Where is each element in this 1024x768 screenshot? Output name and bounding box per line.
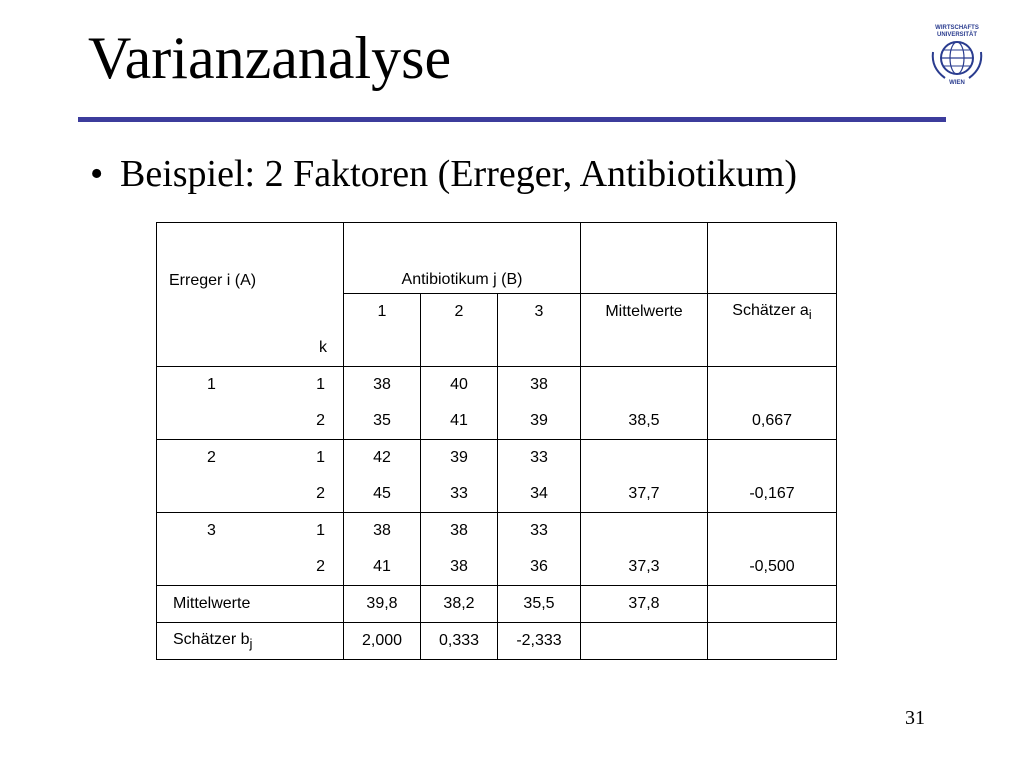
- cell: 38: [421, 549, 498, 586]
- group-estimate: -0,167: [708, 476, 837, 513]
- anova-table: [156, 222, 837, 660]
- cell: 33: [421, 476, 498, 513]
- table-row: [157, 513, 837, 550]
- col-header-2: 2: [421, 294, 498, 331]
- cell: 41: [344, 549, 421, 586]
- table-row: [157, 367, 837, 404]
- page-number: 31: [905, 707, 925, 729]
- estimator-b: -2,333: [498, 623, 581, 660]
- cell: 42: [344, 440, 421, 477]
- slide-title: Varianzanalyse: [88, 25, 452, 91]
- cell: 39: [421, 440, 498, 477]
- title-underline: [78, 117, 946, 122]
- header-k: k: [157, 330, 344, 367]
- cell: 38: [344, 367, 421, 404]
- grand-mean: 37,8: [581, 586, 708, 623]
- cell: 38: [421, 513, 498, 550]
- group-i: 3: [207, 522, 216, 539]
- logo-text-line-1: WIRTSCHAFTS: [935, 25, 979, 31]
- cell: 39: [498, 403, 581, 440]
- col-header-3: 3: [498, 294, 581, 331]
- column-means-row: [157, 586, 837, 623]
- cell: 33: [498, 513, 581, 550]
- logo-text-line-2: UNIVERSITÄT: [936, 32, 978, 38]
- header-erreger: Erreger i (A): [157, 223, 344, 294]
- column-mean: 35,5: [498, 586, 581, 623]
- group-mean: 37,7: [581, 476, 708, 513]
- header-empty-1: [581, 223, 708, 294]
- estimator-b-label: Schätzer $b_j$: [173, 630, 253, 652]
- estimator-b: 2,000: [344, 623, 421, 660]
- logo-text-line-3: WIEN: [949, 80, 965, 86]
- column-mean: 39,8: [344, 586, 421, 623]
- cell: 41: [421, 403, 498, 440]
- cell: 35: [344, 403, 421, 440]
- row-k: 2: [316, 558, 325, 575]
- table-row: [157, 549, 837, 586]
- group-estimate: 0,667: [708, 403, 837, 440]
- header-blank: [157, 294, 344, 331]
- header-row-1: [157, 223, 837, 294]
- bullet-text: Beispiel: 2 Faktoren (Erreger, Antibiotikum): [120, 153, 798, 195]
- group-mean: 38,5: [581, 403, 708, 440]
- university-logo: [925, 22, 989, 86]
- header-antibiotikum: Antibiotikum j (B): [344, 223, 581, 294]
- cell: 38: [344, 513, 421, 550]
- table-row: [157, 476, 837, 513]
- row-k: 2: [316, 412, 325, 429]
- group-i: 1: [207, 376, 216, 393]
- cell: 40: [421, 367, 498, 404]
- col-header-mittelwerte: Mittelwerte: [581, 294, 708, 331]
- row-k: 2: [316, 485, 325, 502]
- col-header-schaetzer-a: Schätzer $a_i$: [708, 294, 837, 331]
- cell: 36: [498, 549, 581, 586]
- header-empty-2: [708, 223, 837, 294]
- cell: 38: [498, 367, 581, 404]
- header-row-3: [157, 330, 837, 367]
- col-header-1: 1: [344, 294, 421, 331]
- column-mean: 38,2: [421, 586, 498, 623]
- group-estimate: -0,500: [708, 549, 837, 586]
- table-row: [157, 403, 837, 440]
- bullet-item: [90, 155, 797, 193]
- estimator-b-row: [157, 623, 837, 660]
- row-k: 1: [316, 376, 325, 393]
- row-k: 1: [316, 522, 325, 539]
- row-k: 1: [316, 449, 325, 466]
- estimator-b: 0,333: [421, 623, 498, 660]
- column-means-label: Mittelwerte: [173, 595, 251, 612]
- cell: 33: [498, 440, 581, 477]
- group-i: 2: [207, 449, 216, 466]
- header-row-2: [157, 294, 837, 331]
- bullet-dot: •: [90, 153, 104, 195]
- cell: 45: [344, 476, 421, 513]
- cell: 34: [498, 476, 581, 513]
- group-mean: 37,3: [581, 549, 708, 586]
- table-row: [157, 440, 837, 477]
